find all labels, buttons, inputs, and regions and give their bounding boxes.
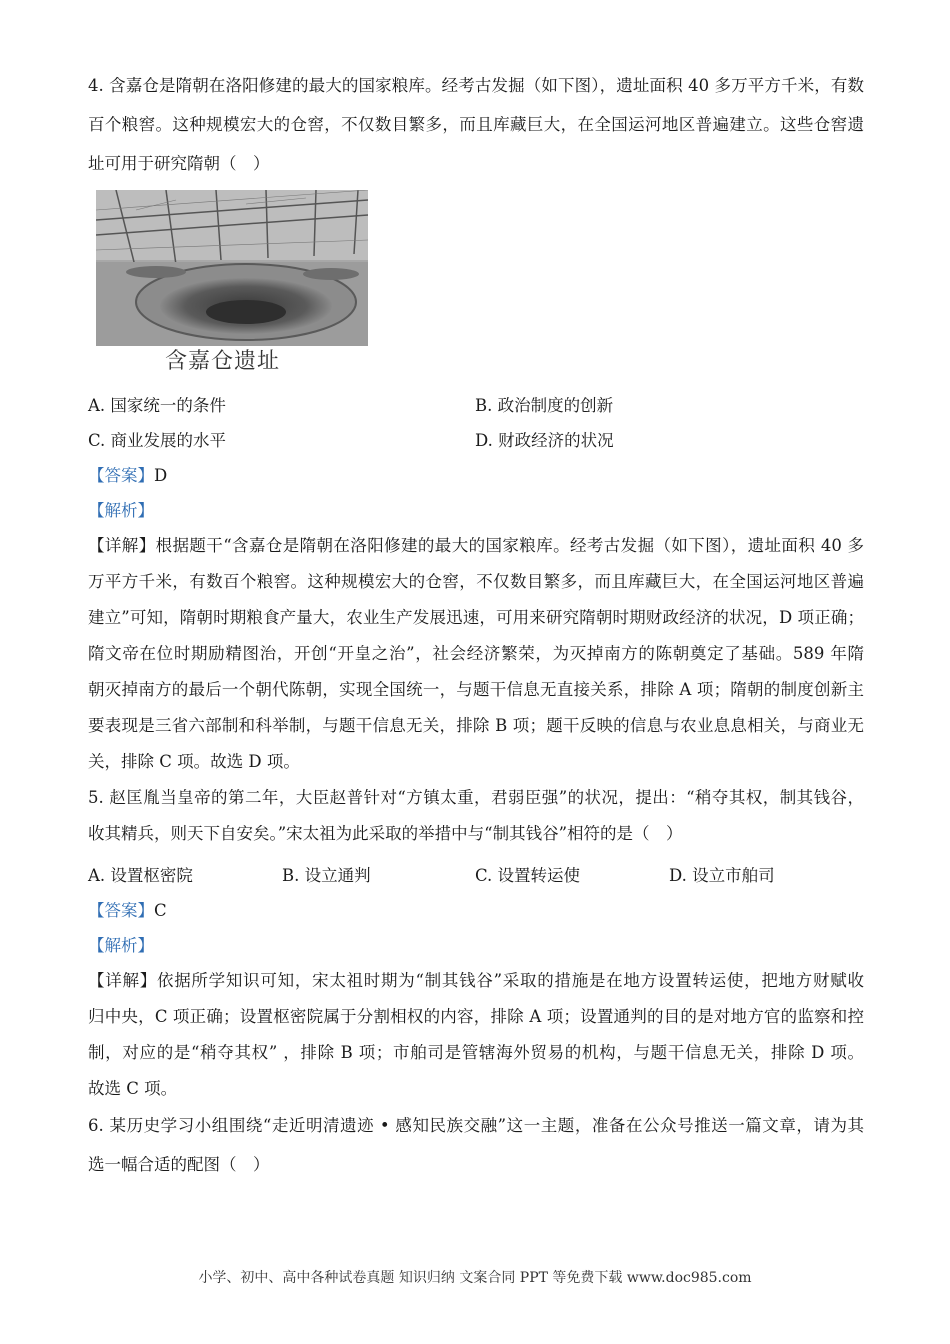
q4-analysis-tag (88, 501, 864, 521)
detail-text: 根据题干“含嘉仓是隋朝在洛阳修建的最大的国家粮库。经考古发掘（如下图），遗址面积 40 多 (155, 536, 864, 555)
q5-stem-line-2: 收其精兵，则天下自安矣。”宋太祖为此采取的举措中与“制其钱谷”相符的是（ ） (88, 824, 683, 843)
q4-detail-line-2: 万平方千米，有数百个粮窖。这种规模宏大的仓窖，不仅数目繁多，而且库藏巨大，在全国运河地区普遍 (88, 572, 864, 591)
answer-tag: 【答案】 (88, 901, 154, 920)
q5-detail-line-3: 制，对应的是“稍夺其权” ，排除 B 项；市舶司是管辖海外贸易的机构，与题干信息无关，排除 D 项。 (88, 1043, 864, 1062)
q4-detail-line-4: 隋文帝在位时期励精图治，开创“开皇之治”，社会经济繁荣，为灭掉南方的陈朝奠定了基础。589 年隋 (88, 644, 864, 663)
answer-tag: 【答案】 (88, 466, 154, 485)
q5-option-a: A. 设置枢密院 (88, 866, 193, 885)
q5-stem-line-1: 5. 赵匡胤当皇帝的第二年，大臣赵普针对“方镇太重，君弱臣强”的状况，提出：“稍夺其权，制其钱谷， (88, 788, 864, 807)
answer-value: D (154, 466, 168, 485)
q4-detail-line-5: 朝灭掉南方的最后一个朝代陈朝，实现全国统一，与题干信息无直接关系，排除 A 项；隋朝的制度创新主 (88, 680, 864, 699)
q5-detail-line-1 (88, 971, 864, 991)
q4-option-c: C. 商业发展的水平 (88, 431, 227, 450)
analysis-tag: 【解析】 (88, 501, 154, 520)
q5-option-c: C. 设置转运使 (475, 866, 581, 885)
q4-detail-line-7: 关，排除 C 项。故选 D 项。 (88, 752, 300, 771)
page-footer: 小学、初中、高中各种试卷真题 知识归纳 文案合同 PPT 等免费下载 www.doc985.com (198, 1270, 752, 1286)
q4-answer (88, 466, 864, 486)
q6-stem-line-1: 6. 某历史学习小组围绕“走近明清遗迹 • 感知民族交融”这一主题，准备在公众号推送一篇文章，请为其 (88, 1116, 864, 1135)
q5-option-d: D. 设立市舶司 (669, 866, 775, 885)
q4-stem-line-3: 址可用于研究隋朝（ ） (88, 154, 270, 173)
q4-option-b: B. 政治制度的创新 (475, 396, 614, 415)
q4-detail-line-3: 建立”可知，隋朝时期粮食产量大，农业生产发展迅速，可用来研究隋朝时期财政经济的状况，D 项正确； (88, 608, 864, 627)
q5-answer (88, 901, 864, 921)
detail-text: 依据所学知识可知，宋太祖时期为“制其钱谷”采取的措施是在地方设置转运使，把地方财赋收 (156, 971, 865, 990)
q5-detail-line-2: 归中央，C 项正确；设置枢密院属于分割相权的内容，排除 A 项；设置通判的目的是对地方官的监察和控 (88, 1007, 864, 1026)
hanjia-granary-photo (96, 190, 368, 346)
q4-detail-line-1 (88, 536, 864, 556)
q5-detail-line-4: 故选 C 项。 (88, 1079, 178, 1098)
q4-detail-line-6: 要表现是三省六部制和科举制，与题干信息无关，排除 B 项；题干反映的信息与农业息息相关，与商业无 (88, 716, 864, 735)
figure-caption: 含嘉仓遗址 (165, 349, 281, 374)
q5-option-b: B. 设立通判 (282, 866, 371, 885)
q4-stem-line-1: 4. 含嘉仓是隋朝在洛阳修建的最大的国家粮库。经考古发掘（如下图），遗址面积 40 多万平方千米，有数 (88, 76, 864, 95)
q4-stem-line-2: 百个粮窖。这种规模宏大的仓窖，不仅数目繁多，而且库藏巨大，在全国运河地区普遍建立。这些仓窖遗 (88, 115, 864, 134)
analysis-tag: 【解析】 (88, 936, 154, 955)
q4-option-d: D. 财政经济的状况 (475, 431, 614, 450)
q5-analysis-tag (88, 936, 864, 956)
q4-option-a: A. 国家统一的条件 (88, 396, 226, 415)
q6-stem-line-2: 选一幅合适的配图（ ） (88, 1155, 270, 1174)
answer-value: C (154, 901, 167, 920)
detail-tag: 【详解】 (88, 536, 156, 555)
detail-tag: 【详解】 (88, 971, 157, 990)
